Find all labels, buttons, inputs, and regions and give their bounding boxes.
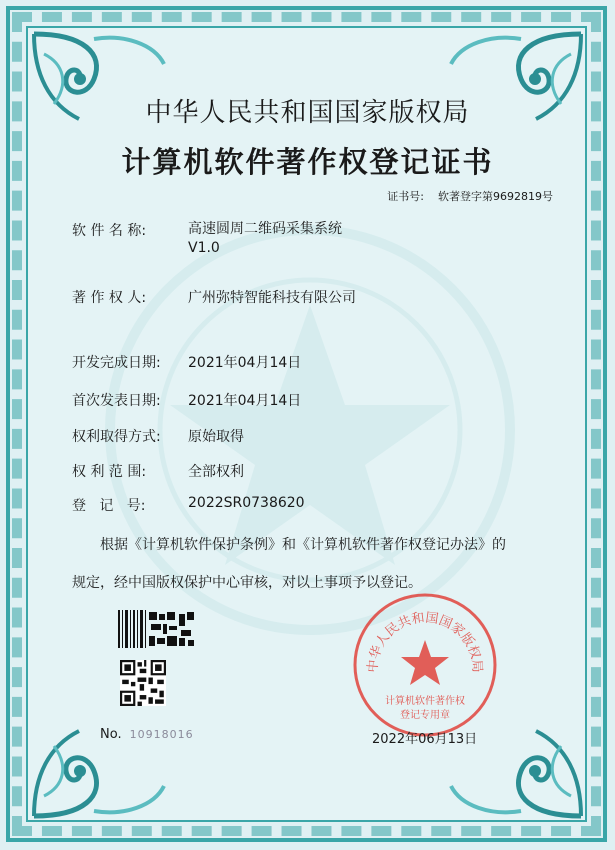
field-copyright-owner [72,287,356,307]
issue-date: 2022年06月13日 [372,732,478,747]
field-registration-number [72,495,305,515]
seal-line-1: 计算机软件著作权 [385,696,465,707]
software-version: V1.0 [188,240,220,256]
field-value: 全部权利 [188,464,244,480]
field-value: 原始取得 [188,429,244,445]
field-label: 权 利 范 围: [72,464,147,480]
serial-number-label: No. [100,727,122,742]
certificate-number [373,188,553,204]
issuer-title: 中华人民共和国国家版权局 [145,98,470,128]
field-label: 首次发表日期: [72,393,161,409]
field-value [188,220,342,258]
barcode [118,610,196,648]
certificate-number-value: 软著登字第9692819号 [438,190,553,203]
official-seal [350,590,500,740]
field-publish-date [72,390,301,410]
seal-line-2: 登记专用章 [400,710,450,721]
field-value: 2021年04月14日 [188,393,302,409]
certificate-number-label: 证书号: [387,190,424,203]
serial-number-value: 10918016 [129,728,194,741]
field-rights-scope [72,461,244,481]
field-label: 著 作 权 人: [72,290,147,306]
serial-number [100,727,194,742]
software-name: 高速圆周二维码采集系统 [188,221,342,237]
field-label: 登 记 号: [72,498,146,514]
field-label: 权利取得方式: [72,429,161,445]
field-value: 广州弥特智能科技有限公司 [188,290,356,306]
field-label: 软 件 名 称: [72,223,147,239]
statement-line-1: 根据《计算机软件保护条例》和《计算机软件著作权登记办法》的 [100,537,506,553]
field-completion-date [72,352,301,372]
qr-code [120,660,166,706]
field-acquisition-method [72,426,244,446]
seal-arc-text: 中华人民共和国国家版权局 [365,610,485,674]
statement-line-2: 规定，经中国版权保护中心审核，对以上事项予以登记。 [72,575,422,591]
field-value: 2022SR0738620 [188,495,305,511]
field-value: 2021年04月14日 [188,355,302,371]
field-label: 开发完成日期: [72,355,161,371]
field-software-name [72,220,342,258]
certificate-title: 计算机软件著作权登记证书 [121,145,494,179]
